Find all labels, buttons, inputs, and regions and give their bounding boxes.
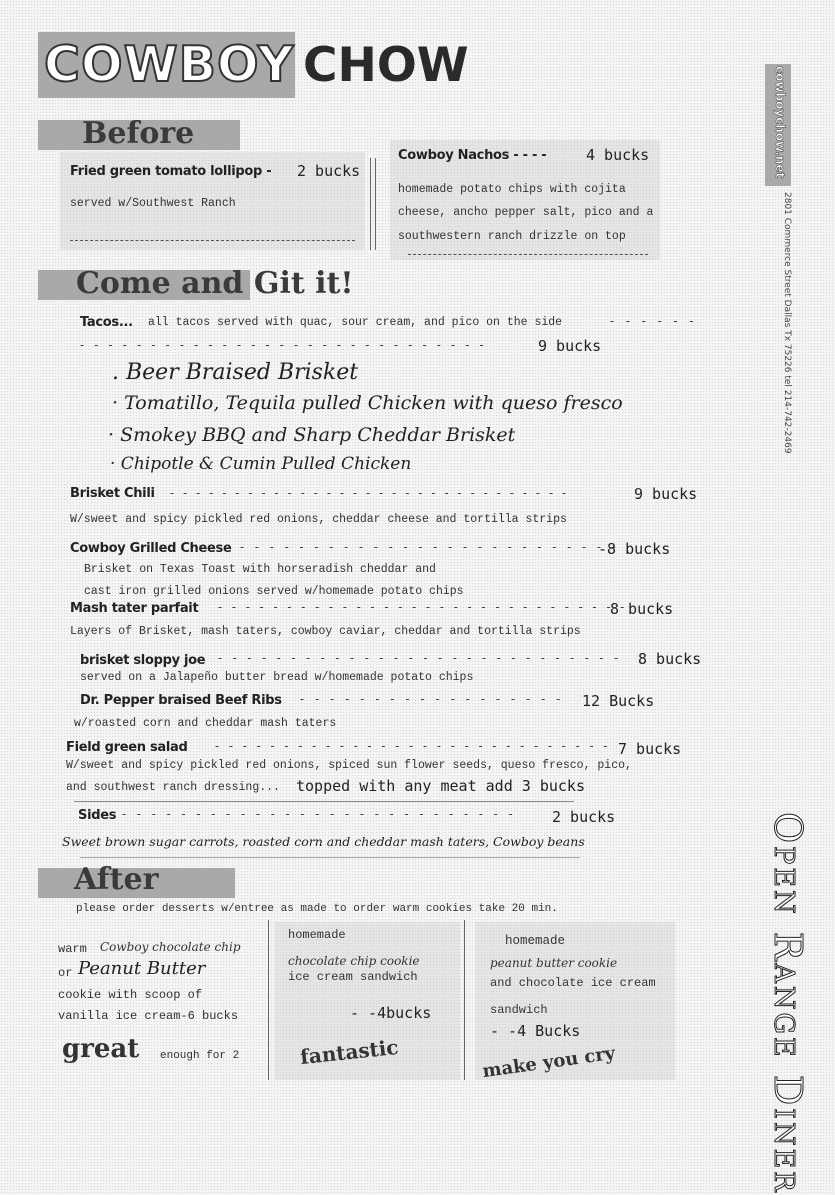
dessert-text: homemade: [288, 928, 346, 942]
title-chow: CHOW: [303, 38, 469, 93]
after-heading: After: [74, 862, 159, 897]
dessert-tag: make you cry: [481, 1042, 617, 1083]
item-desc: w/roasted corn and cheddar mash taters: [74, 717, 337, 730]
item-name: Cowboy Nachos - - - -: [398, 148, 547, 163]
dessert-tag: great: [62, 1034, 140, 1064]
item-desc: southwestern ranch drizzle on top: [398, 230, 626, 243]
item-desc: and southwest ranch dressing...: [66, 781, 280, 794]
divider: [408, 254, 648, 256]
dessert-text: homemade: [505, 934, 566, 948]
open-range-diner-script: Open Range Diner: [766, 812, 810, 1195]
tacos-name: Tacos...: [80, 315, 133, 330]
dessert-tag: fantastic: [299, 1034, 400, 1070]
address: 2801 Commerce Street Dallas Tx 75226 tel 214-742-2469: [782, 192, 792, 454]
dessert-hand: Cowboy chocolate chip: [100, 940, 241, 954]
item-desc: Layers of Brisket, mash taters, cowboy caviar, cheddar and tortilla strips: [70, 625, 581, 638]
item-desc: Brisket on Texas Toast with horseradish cheddar and: [84, 563, 436, 576]
taco-variety: . Beer Braised Brisket: [112, 360, 359, 385]
dessert-price: - -4 Bucks: [490, 1022, 581, 1040]
divider: [375, 158, 376, 250]
item-name: Brisket Chili: [70, 486, 155, 501]
divider: [464, 920, 465, 1080]
item-addon: topped with any meat add 3 bucks: [296, 777, 585, 795]
item-desc: homemade potato chips with cojita: [398, 183, 626, 196]
item-price: 4 bucks: [586, 146, 650, 164]
item-desc: served w/Southwest Ranch: [70, 197, 236, 210]
divider: [70, 240, 355, 242]
item-desc: cheese, ancho pepper salt, pico and a: [398, 206, 654, 219]
dessert-hand: chocolate chip cookie: [288, 954, 420, 968]
dashes: - - - - - - - - - - - - - - - - - - - - - - - - - -: [240, 540, 620, 554]
item-price: 7 bucks: [618, 740, 682, 758]
dashes: - - - - - - - - - - - - - - - - - - - - - - - - - - - - -: [215, 739, 611, 753]
item-desc: W/sweet and spicy pickled red onions, spiced sun flower seeds, queso fresco, pico,: [66, 759, 632, 772]
item-desc: served on a Jalapeño butter bread w/homemade potato chips: [80, 671, 474, 684]
dessert-text: warm: [58, 942, 87, 956]
item-name: Mash tater parfait: [70, 601, 199, 616]
dessert-text: or: [58, 966, 73, 980]
item-price: -8 bucks: [598, 540, 671, 558]
item-name: Field green salad: [66, 740, 188, 755]
dessert-text: ice cream sandwich: [288, 970, 418, 984]
before-heading: Before: [82, 116, 195, 151]
item-price: 12 Bucks: [582, 692, 655, 710]
tacos-price: 9 bucks: [538, 337, 602, 355]
dessert-hand: peanut butter cookie: [490, 956, 618, 970]
sides-desc: Sweet brown sugar carrots, roasted corn and cheddar mash taters, Cowboy beans: [62, 834, 585, 849]
item-price: 8 bucks: [638, 650, 702, 668]
item-name: Dr. Pepper braised Beef Ribs: [80, 693, 282, 708]
dashes: - - - - - - - - - - - - - - - - - -: [300, 692, 564, 706]
dessert-price: - -4bucks: [350, 1004, 432, 1022]
dessert-note: please order desserts w/entree as made to order warm cookies take 20 min.: [76, 903, 558, 915]
dashes: - - - - - - - - - - - - - - - - - - - - - - - - - - -: [122, 807, 517, 821]
item-price: 9 bucks: [634, 485, 698, 503]
item-price: 2 bucks: [297, 162, 361, 180]
dessert-text: and chocolate ice cream: [490, 976, 656, 990]
item-desc: cast iron grilled onions served w/homemade potato chips: [84, 585, 464, 598]
item-name: Cowboy Grilled Cheese: [70, 541, 232, 556]
taco-variety: · Smokey BBQ and Sharp Cheddar Brisket: [108, 424, 516, 446]
dessert-text: enough for 2: [160, 1050, 240, 1062]
sides-name: Sides: [78, 808, 117, 823]
main-heading: Come and Git it!: [76, 266, 354, 301]
item-name: brisket sloppy joe: [80, 653, 206, 668]
dashes: - - - - - - - - - - - - - - - - - - - - - - - - - - - -: [218, 651, 622, 665]
tacos-desc: all tacos served with quac, sour cream, and pico on the side: [148, 316, 563, 329]
dashes: - - - - - - - - - - - - - - - - - - - - - - - - - - - - -: [80, 338, 487, 352]
divider: [370, 158, 371, 250]
dessert-text: cookie with scoop of: [58, 988, 203, 1002]
dessert-text: sandwich: [490, 1003, 548, 1017]
title-cowboy: COWBOY: [44, 36, 295, 93]
item-desc: W/sweet and spicy pickled red onions, cheddar cheese and tortilla strips: [70, 513, 567, 526]
dashes: - - - - - -: [610, 314, 698, 328]
dessert-text: vanilla ice cream-6 bucks: [58, 1009, 239, 1023]
taco-variety: · Chipotle & Cumin Pulled Chicken: [110, 454, 412, 474]
dashes: - - - - - - - - - - - - - - - - - - - - - - - - - - - - - -: [218, 600, 628, 614]
dashes: - - - - - - - - - - - - - - - - - - - - - - - - - - - - - - -: [170, 486, 569, 500]
item-price: 8 bucks: [610, 600, 674, 618]
divider: [268, 920, 269, 1080]
divider: [74, 801, 574, 803]
taco-variety: · Tomatillo, Tequila pulled Chicken with queso fresco: [112, 392, 623, 414]
dessert-hand: Peanut Butter: [78, 958, 206, 979]
sides-price: 2 bucks: [552, 808, 616, 826]
divider: [80, 857, 580, 859]
item-name: Fried green tomato lollipop -: [70, 164, 272, 179]
website-link[interactable]: cowboychow.net: [773, 66, 787, 179]
